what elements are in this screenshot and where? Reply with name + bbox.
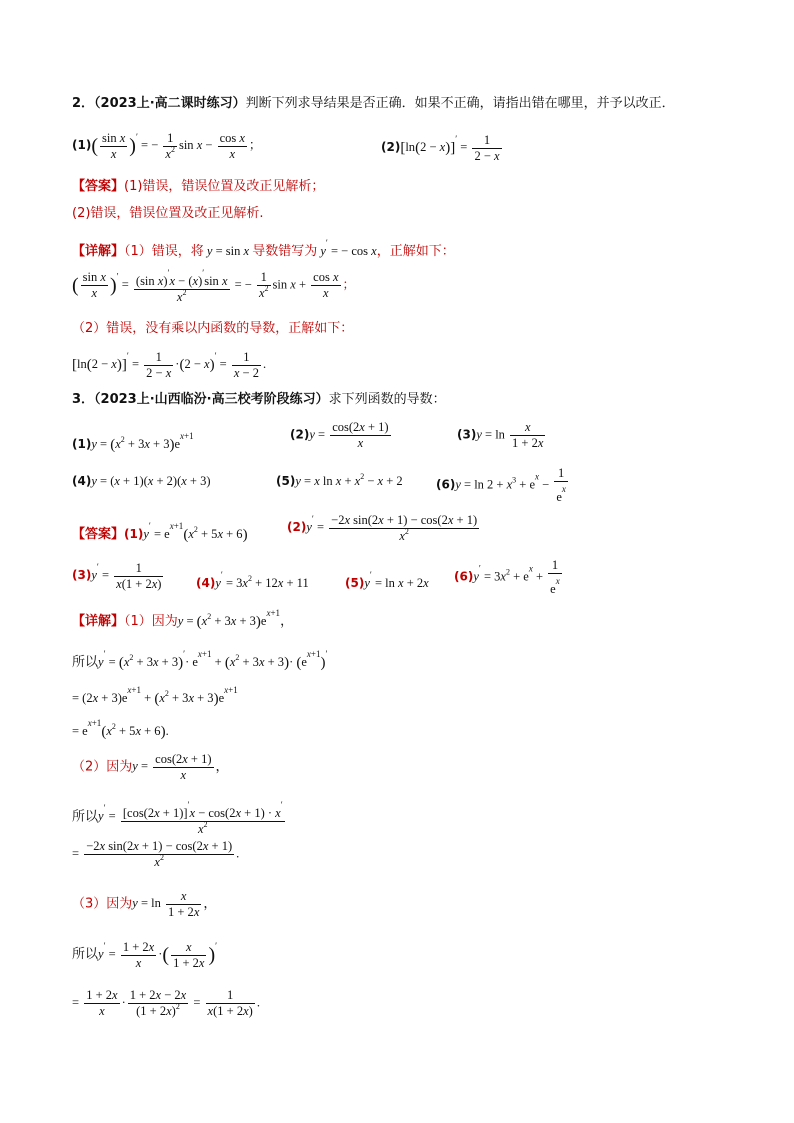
q2-answer-1: (1)错误，错误位置及改正见解析；	[124, 179, 325, 194]
q3-detail-tag: 【详解】	[72, 614, 125, 629]
q2-answer-2: (2)错误，错误位置及改正见解析.	[72, 206, 264, 221]
q3-detail-line1: 【详解】（1）因为$y = (x^2 + 3x + 3)e^{x+1}$，	[72, 608, 294, 631]
q3-so-3: 所以	[72, 947, 99, 962]
q3-header	[72, 391, 446, 409]
q2-detail-line1: 【详解】（1）错误，将 y = sin x 导数错写为 y′ = − cos x，正解如下：	[72, 238, 455, 259]
q3-label-3: (3)	[457, 427, 477, 442]
q3-detail-2-lead: （2）因为	[72, 759, 133, 775]
q2-number: 2．	[72, 96, 95, 111]
q3-problem-1: $(1)y = (x^2 + 3x + 3)e^{x+1}$	[72, 431, 194, 454]
q3-comma-1: ，	[280, 614, 294, 629]
q3-detail-1-step2: = $(2x + 3)e^{x+1} + (x^2 + 3x + 3)e^{x+1}$	[72, 685, 238, 708]
q3-detail-3-lead: （3）因为	[72, 896, 133, 912]
q3-answer-2: (2)y′ = $\frac{\text{−2x sin(2x + 1) − cos(2x + 1)}}{x^2}$	[287, 512, 478, 543]
q3-detail-1-step1: 所以$y' = (x^2 + 3x + 3)'\cdot e^{x+1} + (x^2 + 3x + 3)\cdot (e^{x+1})'$	[72, 649, 328, 672]
q3-problem-4: (4)y = (x + 1)(x + 2)(x + 3)	[72, 474, 211, 488]
q3-stem: 求下列函数的导数：	[328, 392, 446, 407]
q2-detail-2-formula: [ln(2 − x)]′ = $\frac{1}{2 - x}$ ·(2 − x)′ = $\frac{1}{x - 2}$ .	[72, 349, 267, 380]
q3-answer-tag: 【答案】	[72, 527, 125, 542]
q2-detail-1b: 导数错写为	[252, 244, 318, 259]
q2-answer-line1	[72, 178, 324, 196]
q2-stem: 判断下列求导结果是否正确．如果不正确，请指出错在哪里，并予以改正．	[245, 96, 675, 111]
q3-label-1: (1)	[72, 437, 92, 451]
q2-part2-formula: (2)[ln(2 − x)]′ = $\frac{1}{2 - x}$	[381, 132, 500, 163]
q3-detail-3-step1: 所以y′ = $\frac{1 + 2x}{x}$ ·( $\frac{x}{1 + 2x}$ )′	[72, 939, 218, 970]
q3-comma-3: ，	[203, 896, 217, 912]
q3-comma-2: ，	[215, 759, 229, 775]
q3-answer-4: $(4)y' = 3x^2 + 12x + 11$	[196, 570, 309, 590]
q2-source: （2023上·高二课时练习）	[94, 96, 246, 111]
q2-header	[72, 95, 675, 113]
q2-part2-label: (2)	[381, 140, 401, 154]
q2-detail-tag: 【详解】	[72, 244, 125, 259]
q3-detail-3: （3）因为y = ln $\frac{x}{1 + 2x}$ ，	[72, 889, 217, 919]
q3-answer-6: $(6)y' = 3x^2 + e^x$ + $\frac{1}{e^x}$	[454, 558, 560, 596]
q3-problem-2: (2)y = $\frac{\cos(2x + 1)}{x}$	[290, 420, 389, 450]
q3-detail-1-step3: = $e^{x+1}(x^2 + 5x + 6)$.	[72, 718, 169, 741]
q3-answer-5: (5)y′ = ln x + 2x	[345, 570, 429, 590]
q3-problem-5: (5)y = x $\ln x + x^2 - x + 2$	[276, 472, 403, 488]
q3-problem-3: (3)y = ln $\frac{x}{1 + 2x}$	[457, 420, 544, 450]
q2-detail-1c: ，正解如下：	[376, 244, 455, 259]
q3-label-6: (6)	[436, 477, 456, 492]
q3-label-4: (4)	[72, 474, 92, 488]
q3-label-5: (5)	[276, 474, 296, 488]
q2-detail-1-formula: ( $\frac{\text{sin x}}{x}$ )′ = $\frac{(\sin x)'x - (x)'\sin x}{x^2}$ = − $\frac{1}{x^2}$ sin x + $\frac{\text{cos x}}{x}$ ；	[72, 268, 356, 304]
q3-source: （2023上·山西临汾·高三校考阶段练习）	[94, 392, 329, 407]
q3-detail-2: （2）因为y = $\frac{\cos(2x + 1)}{x}$ ，	[72, 752, 229, 782]
q3-so-1: 所以	[72, 655, 99, 670]
q3-answer-line1: 【答案】$(1)y' = e^{x+1}(x^2 + 5x + 6)$	[72, 521, 248, 544]
q3-detail-1-lead: （1）因为	[124, 614, 178, 629]
q3-detail-2-step2: = $\frac{\text{−2x sin(2x + 1) − cos(2x + 1)}}{x^2}$ .	[72, 839, 240, 869]
q2-answer-tag: 【答案】	[72, 179, 125, 194]
q3-detail-2-step1: 所以y′ = $\frac{[\cos(2x + 1)]'x - \cos(2x + 1) \cdot x'}{x^2}$	[72, 800, 283, 836]
q3-detail-3-step2: = $\frac{1 + 2x}{x}$ · $\frac{1 + 2x - 2x}{(1 + 2x)^2}$ = $\frac{1}{x(1 + 2x)}$ .	[72, 988, 260, 1018]
q3-problem-6: $(6)y = \ln 2 + x^3 + e^x$ − $\frac{1}{e^x}$	[436, 466, 566, 504]
q2-part1-label: (1)	[72, 138, 92, 152]
q2-part1-formula: (1)( $\frac{\text{sin x}}{x}$ )′ = − $\frac{1}{x^2}$ sin x − $\frac{\text{cos x}}{x}$ ；	[72, 130, 262, 161]
q3-so-2: 所以	[72, 809, 99, 825]
q2-detail-2: （2）错误，没有乘以内函数的导数，正解如下：	[72, 321, 354, 336]
q3-answer-line2: (3)y′ = $\frac{1}{x(1 + 2x)}$	[72, 560, 162, 591]
q3-label-2: (2)	[290, 427, 310, 442]
q3-number: 3．	[72, 392, 95, 407]
q2-detail-1a: （1）错误，将	[124, 244, 204, 259]
